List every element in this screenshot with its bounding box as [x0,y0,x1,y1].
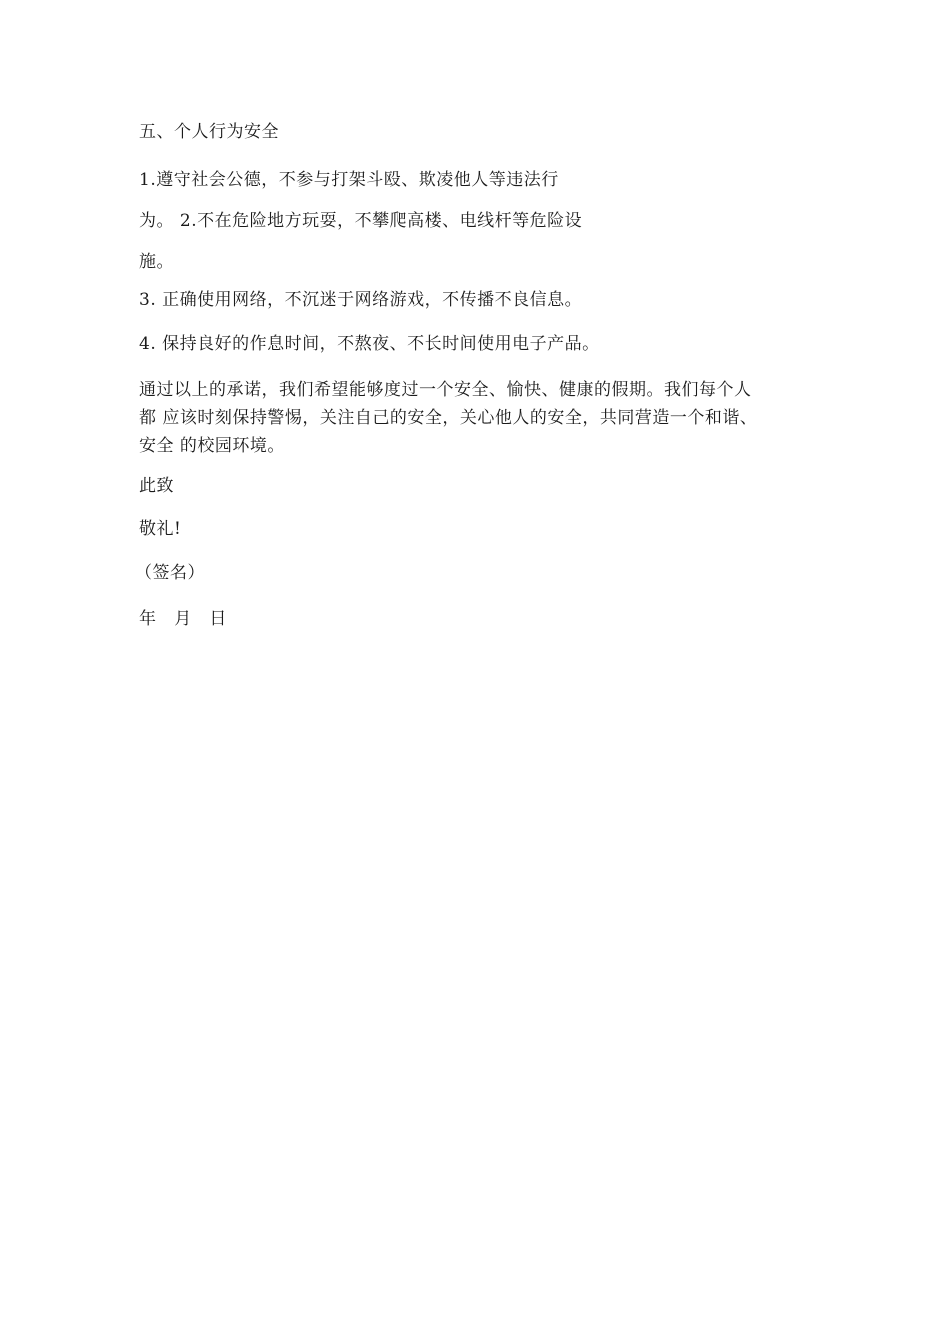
salutation-jing-li: 敬礼! [139,519,182,539]
salutation-ci-zhi: 此致 [139,476,174,496]
closing-paragraph-line: 通过以上的承诺，我们希望能够度过一个安全、愉快、健康的假期。我们每个人 [139,380,752,400]
item-1-line-2: 为。 2.不在危险地方玩耍，不攀爬高楼、电线杆等危险设 [139,211,583,231]
item-4: 4. 保持良好的作息时间，不熬夜、不长时间使用电子产品。 [139,334,600,354]
date-line: 年 月 日 [139,609,227,629]
closing-paragraph [139,376,819,460]
item-2-line-3: 施。 [139,252,174,272]
section-heading: 五、个人行为安全 [139,122,279,142]
item-3: 3. 正确使用网络，不沉迷于网络游戏，不传播不良信息。 [139,290,583,310]
item-1-line-1: 1.遵守社会公德，不参与打架斗殴、欺凌他人等违法行 [139,170,559,190]
closing-paragraph-line: 安全 的校园环境。 [139,436,285,456]
closing-paragraph-line: 都 应该时刻保持警惕，关注自己的安全，关心他人的安全，共同营造一个和谐、 [139,408,758,428]
signature-label: （签名） [135,563,205,583]
